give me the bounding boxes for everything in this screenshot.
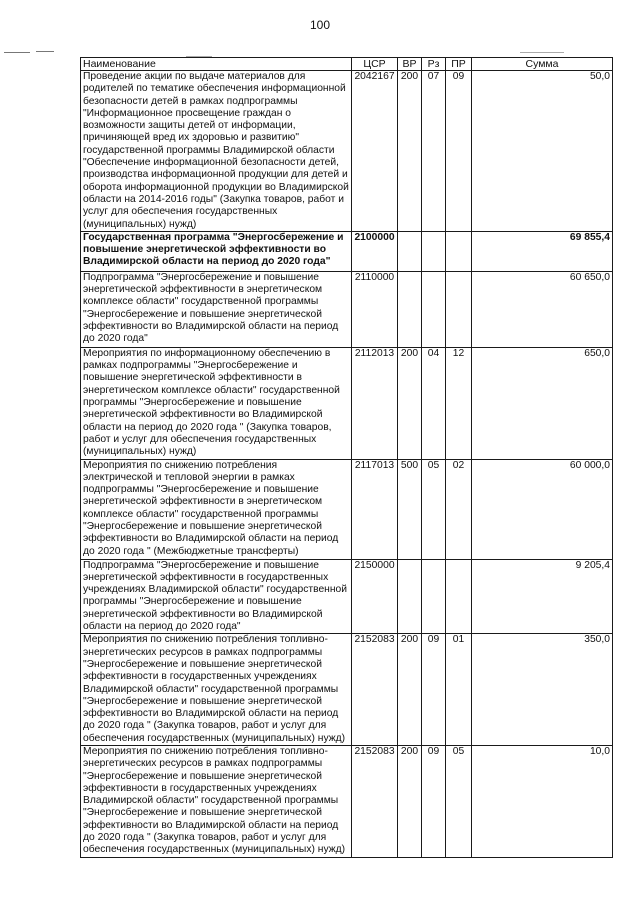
row-name: Мероприятия по снижению потребления топливно-энергетических ресурсов в рамках подпрограммы "Энергосбережение и повышение энергетической эффективности в государственных учреждениях Владимирской области" государственной программы "Энергосбережение и повышение энергетической эффективности во Владимирской области на период до 2020 года " (Закупка товаров, работ и услуг для обеспечения государственных (муниципальных) нужд) xyxy=(81,745,352,857)
table-row xyxy=(81,459,613,559)
table-header-row xyxy=(81,58,613,71)
row-vr xyxy=(398,559,422,634)
row-csr: 2100000 xyxy=(352,231,398,271)
scan-artifact-line xyxy=(4,52,30,53)
row-csr: 2150000 xyxy=(352,559,398,634)
row-csr: 2110000 xyxy=(352,271,398,347)
column-header-name: Наименование xyxy=(81,58,352,71)
row-rz xyxy=(422,559,446,634)
budget-table xyxy=(80,57,613,858)
scan-artifact-line xyxy=(520,52,564,53)
table-row xyxy=(81,231,613,271)
row-vr: 200 xyxy=(398,634,422,746)
page-number: 100 xyxy=(309,18,331,32)
row-name: Мероприятия по снижению потребления электрической и тепловой энергии в рамках подпрограммы "Энергосбережение и повышение энергетической эффективности в энергетическом комплексе области" государственной программы "Энергосбережение и повышение энергетической эффективности во Владимирской области на период до 2020 года " (Межбюджетные трансферты) xyxy=(81,459,352,559)
row-rz: 07 xyxy=(422,71,446,232)
row-csr: 2117013 xyxy=(352,459,398,559)
table-row xyxy=(81,71,613,232)
row-csr: 2042167 xyxy=(352,71,398,232)
row-pr: 12 xyxy=(446,347,472,459)
column-header-rz: Рз xyxy=(422,58,446,71)
row-name: Мероприятия по информационному обеспечению в рамках подпрограммы "Энергосбережение и повышение энергетической эффективности в энергетическом комплексе области" государственной программы "Энергосбережение и повышение энергетической эффективности во Владимирской области на период до 2020 года " (Закупка товаров, работ и услуг для обеспечения государственных (муниципальных) нужд) xyxy=(81,347,352,459)
table-row xyxy=(81,271,613,347)
table-row xyxy=(81,347,613,459)
row-pr: 01 xyxy=(446,634,472,746)
row-pr: 09 xyxy=(446,71,472,232)
row-rz: 05 xyxy=(422,459,446,559)
row-sum: 60 000,0 xyxy=(472,459,613,559)
row-name: Государственная программа "Энергосбережение и повышение энергетической эффективности во Владимирской области на период до 2020 года" xyxy=(81,231,352,271)
row-sum: 60 650,0 xyxy=(472,271,613,347)
row-sum: 650,0 xyxy=(472,347,613,459)
row-rz: 09 xyxy=(422,634,446,746)
row-name: Мероприятия по снижению потребления топливно-энергетических ресурсов в рамках подпрограммы "Энергосбережение и повышение энергетической эффективности в государственных учреждениях Владимирской области" государственной программы "Энергосбережение и повышение энергетической эффективности во Владимирской области на период до 2020 года " (Закупка товаров, работ и услуг для обеспечения государственных (муниципальных) нужд) xyxy=(81,634,352,746)
row-pr: 02 xyxy=(446,459,472,559)
row-vr xyxy=(398,231,422,271)
row-pr xyxy=(446,559,472,634)
column-header-csr: ЦСР xyxy=(352,58,398,71)
row-vr: 200 xyxy=(398,745,422,857)
row-name: Подпрограмма "Энергосбережение и повышение энергетической эффективности в государственных учреждениях Владимирской области" государственной программы "Энергосбережение и повышение энергетической эффективности во Владимирской области на период до 2020 года" xyxy=(81,559,352,634)
row-rz xyxy=(422,271,446,347)
row-vr: 200 xyxy=(398,71,422,232)
row-name: Проведение акции по выдаче материалов для родителей по тематике обеспечения информационной безопасности детей в рамках подпрограммы "Информационное просвещение граждан о возможности защиты детей от информации, причиняющей вред их здоровью и развитию" государственной программы Владимирской области "Обеспечение информационной безопасности детей, производства информационной продукции для детей и оборота информационной продукции во Владимирской области на 2014-2016 годы" (Закупка товаров, работ и услуг для обеспечения государственных (муниципальных) нужд) xyxy=(81,71,352,232)
row-sum: 69 855,4 xyxy=(472,231,613,271)
row-rz xyxy=(422,231,446,271)
table-row xyxy=(81,745,613,857)
row-rz: 09 xyxy=(422,745,446,857)
table-row xyxy=(81,634,613,746)
column-header-sum: Сумма xyxy=(472,58,613,71)
row-vr: 500 xyxy=(398,459,422,559)
row-rz: 04 xyxy=(422,347,446,459)
row-csr: 2152083 xyxy=(352,634,398,746)
row-pr xyxy=(446,231,472,271)
table-row xyxy=(81,559,613,634)
row-csr: 2112013 xyxy=(352,347,398,459)
column-header-vr: ВР xyxy=(398,58,422,71)
row-sum: 10,0 xyxy=(472,745,613,857)
column-header-pr: ПР xyxy=(446,58,472,71)
row-vr: 200 xyxy=(398,347,422,459)
row-pr: 05 xyxy=(446,745,472,857)
row-name: Подпрограмма "Энергосбережение и повышение энергетической эффективности в энергетическом комплексе области" государственной программы "Энергосбережение и повышение энергетической эффективности во Владимирской области на период до 2020 года" xyxy=(81,271,352,347)
row-csr: 2152083 xyxy=(352,745,398,857)
row-pr xyxy=(446,271,472,347)
row-sum: 50,0 xyxy=(472,71,613,232)
scan-artifact-line xyxy=(36,51,54,52)
row-sum: 9 205,4 xyxy=(472,559,613,634)
row-vr xyxy=(398,271,422,347)
row-sum: 350,0 xyxy=(472,634,613,746)
